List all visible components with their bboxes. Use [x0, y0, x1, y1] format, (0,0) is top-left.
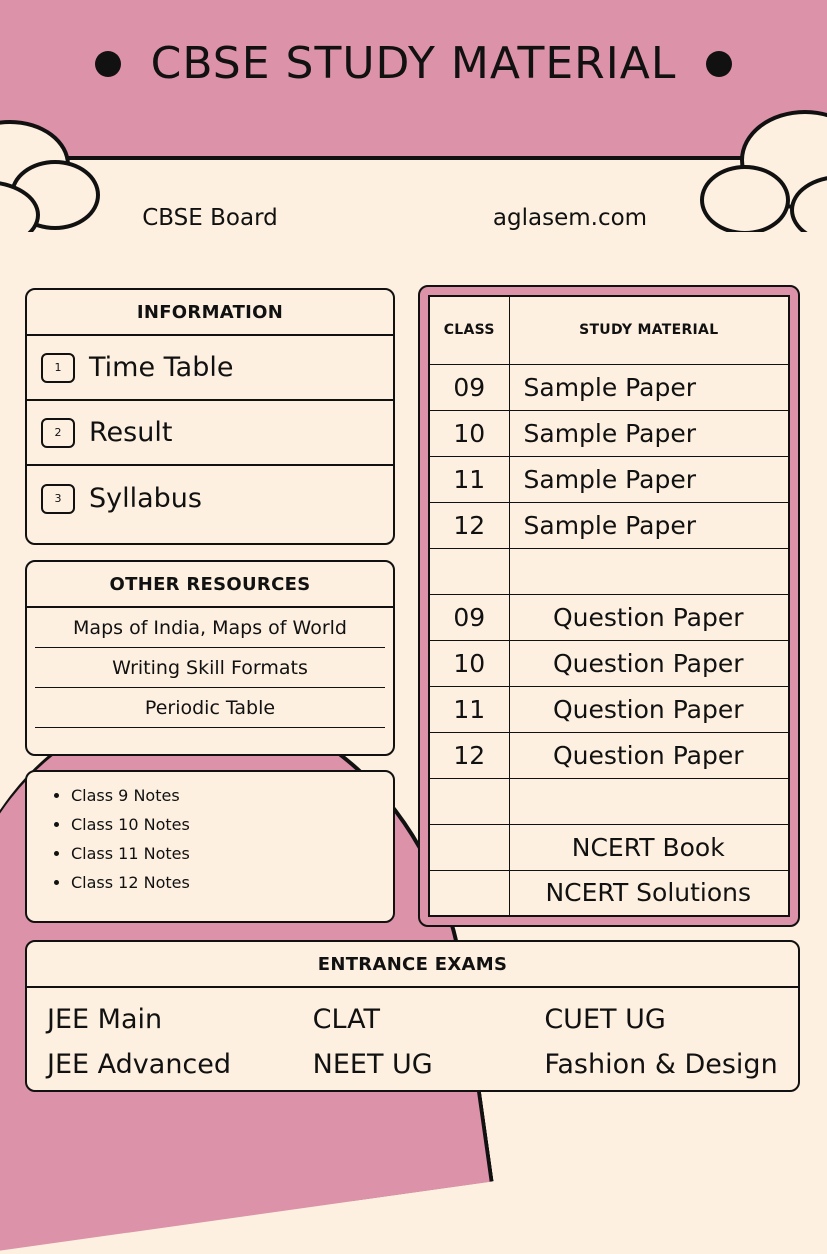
list-item[interactable]: • Class 11 Notes [71, 844, 393, 863]
cell-class: 11 [429, 456, 509, 502]
notes-list [27, 786, 393, 892]
exam-item-clat[interactable]: CLAT [312, 1004, 381, 1035]
table-row[interactable] [429, 502, 789, 548]
cell-material: Question Paper [509, 686, 789, 732]
cell-class [429, 824, 509, 870]
cell-class [429, 778, 509, 824]
table-row[interactable] [429, 410, 789, 456]
table-row[interactable] [429, 456, 789, 502]
list-item[interactable]: • Class 10 Notes [71, 815, 393, 834]
column-header-study-material: STUDY MATERIAL [509, 296, 789, 364]
cell-class: 12 [429, 502, 509, 548]
cell-material: Sample Paper [509, 410, 789, 456]
column-header-class: CLASS [429, 296, 509, 364]
bullet-dot-icon [95, 51, 121, 77]
poster-title-row [0, 38, 827, 89]
cell-class [429, 548, 509, 594]
list-item[interactable]: • Class 12 Notes [71, 873, 393, 892]
board-label: CBSE Board [142, 205, 278, 231]
cell-material [509, 548, 789, 594]
cell-material: Sample Paper [509, 456, 789, 502]
cell-material: Sample Paper [509, 502, 789, 548]
information-item-time-table[interactable] [27, 336, 393, 401]
item-number: 3 [41, 484, 75, 514]
cell-class: 10 [429, 410, 509, 456]
table-row[interactable] [429, 824, 789, 870]
table-row[interactable] [429, 640, 789, 686]
other-resources-heading: OTHER RESOURCES [27, 562, 393, 608]
exam-item-neet-ug[interactable]: NEET UG [312, 1049, 433, 1080]
exam-item-jee-advanced[interactable]: JEE Advanced [47, 1049, 232, 1080]
other-resources-item[interactable]: Maps of India, Maps of World [35, 608, 385, 648]
exam-item-jee-main[interactable]: JEE Main [47, 1004, 163, 1035]
list-item[interactable]: • Class 9 Notes [71, 786, 393, 805]
cell-material: NCERT Solutions [509, 870, 789, 916]
cell-class: 12 [429, 732, 509, 778]
item-label: Syllabus [89, 483, 202, 514]
table-row[interactable] [429, 870, 789, 916]
table-row[interactable] [429, 686, 789, 732]
entrance-exams-heading: ENTRANCE EXAMS [27, 942, 798, 988]
cell-material: NCERT Book [509, 824, 789, 870]
information-item-result[interactable] [27, 401, 393, 466]
study-material-table [428, 295, 790, 917]
cell-class: 09 [429, 364, 509, 410]
table-row[interactable] [429, 732, 789, 778]
exam-item-fashion-design[interactable]: Fashion & Design [544, 1049, 778, 1080]
cell-material [509, 778, 789, 824]
information-card [25, 288, 395, 545]
table-row[interactable] [429, 364, 789, 410]
entrance-exams-card [25, 940, 800, 1092]
other-resources-item[interactable]: Periodic Table [35, 688, 385, 728]
cell-class: 09 [429, 594, 509, 640]
site-label: aglasem.com [492, 205, 648, 231]
page-title: CBSE STUDY MATERIAL [150, 38, 677, 89]
item-label: Time Table [89, 352, 234, 383]
other-resources-item[interactable]: Writing Skill Formats [35, 648, 385, 688]
study-material-panel [418, 285, 800, 927]
cell-material: Question Paper [509, 732, 789, 778]
cloud-base-mask [0, 232, 827, 292]
cell-material: Question Paper [509, 594, 789, 640]
entrance-exams-grid [27, 988, 798, 1080]
subheader [0, 205, 827, 231]
other-resources-spacer [35, 728, 385, 760]
table-row[interactable] [429, 594, 789, 640]
information-heading: INFORMATION [27, 290, 393, 336]
cell-class: 10 [429, 640, 509, 686]
information-item-syllabus[interactable] [27, 466, 393, 531]
bullet-dot-icon [706, 51, 732, 77]
other-resources-card [25, 560, 395, 756]
cell-class [429, 870, 509, 916]
item-label: Result [89, 417, 173, 448]
table-header-row [429, 296, 789, 364]
item-number: 2 [41, 418, 75, 448]
cell-material: Question Paper [509, 640, 789, 686]
notes-card [25, 770, 395, 923]
item-number: 1 [41, 353, 75, 383]
cell-material: Sample Paper [509, 364, 789, 410]
exam-item-cuet-ug[interactable]: CUET UG [544, 1004, 666, 1035]
cell-class: 11 [429, 686, 509, 732]
table-spacer-row [429, 548, 789, 594]
table-spacer-row [429, 778, 789, 824]
